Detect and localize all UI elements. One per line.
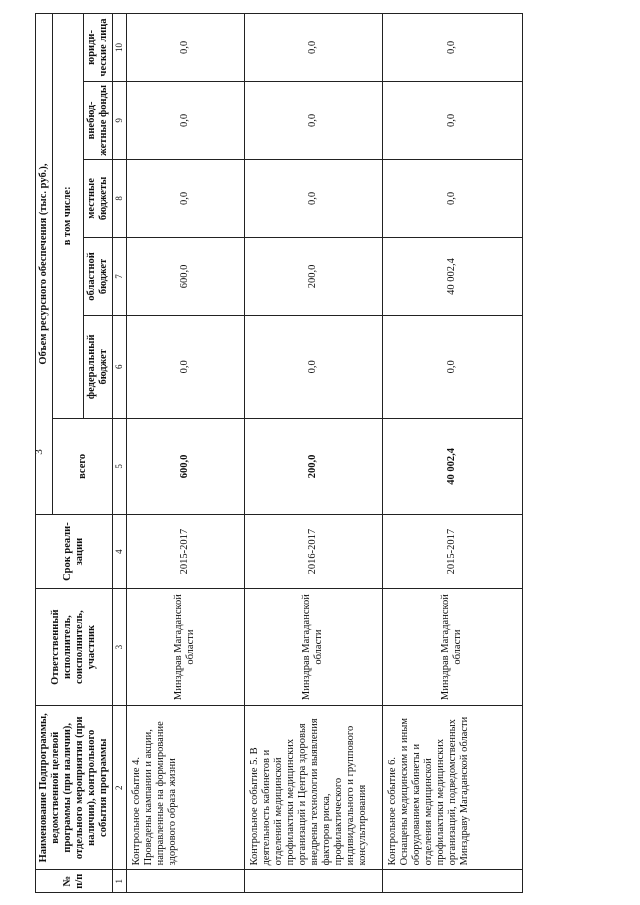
col-number: 2 [113,706,126,870]
header-responsible: Ответственный исполнитель, соисполнитель, участник [36,589,113,706]
header-no: № п/п [36,870,113,893]
column-numbers-row [113,14,126,893]
row-local: 0,0 [244,159,382,237]
row-responsible: Минздрав Магаданской области [382,589,522,706]
header-federal: федеральный бюджет [84,315,113,418]
table-row [382,14,522,893]
row-local: 0,0 [382,159,522,237]
row-no [382,870,522,893]
row-name: Контрольное событие 5. В деятельность кабинетов и отделений медицинской профилактики медицинских организаций и Центра здоровья внедрены технологии выявления факторов риска, профилактического индивидуального и группового консультирования [244,706,382,870]
col-number: 7 [113,237,126,315]
row-regional: 600,0 [126,237,244,315]
row-period: 2015-2017 [126,515,244,589]
table-row [244,14,382,893]
row-local: 0,0 [126,159,244,237]
header-regional: областной бюджет [84,237,113,315]
row-responsible: Минздрав Магаданской области [126,589,244,706]
rotated-page [32,13,605,893]
row-legal: 0,0 [244,14,382,82]
row-no [126,870,244,893]
col-number: 6 [113,315,126,418]
header-legal: юриди-ческие лица [84,14,113,82]
row-legal: 0,0 [382,14,522,82]
row-regional: 40 002,4 [382,237,522,315]
row-offbudget: 0,0 [126,81,244,159]
header-period: Срок реали-зации [36,515,113,589]
table-row [126,14,244,893]
row-federal: 0,0 [126,315,244,418]
resource-table [32,13,523,893]
header-local: местные бюджеты [84,159,113,237]
col-number: 4 [113,515,126,589]
col-number: 1 [113,870,126,893]
row-name: Контрольное событие 6. Оснащены медицинским и иным оборудованием кабинеты и отделения медицинской профилактики медицинских организаций, подведомственных Минздраву Магаданской области [382,706,522,870]
row-offbudget: 0,0 [382,81,522,159]
row-no [244,870,382,893]
header-volume: Объем ресурсного обеспечения (тыс. руб.), [36,14,53,515]
row-federal: 0,0 [382,315,522,418]
row-period: 2016-2017 [244,515,382,589]
col-number: 9 [113,81,126,159]
header-total: всего [53,418,113,515]
row-regional: 200,0 [244,237,382,315]
row-total: 40 002,4 [382,418,522,515]
page-number: 3 [32,449,45,455]
header-offbudget: внебюд-жетные фонды [84,81,113,159]
header-name: Наименование Подпрограммы, ведомственной целевой программы (при наличии), отдельного мероприятия (при наличии), контрольного события программы [36,706,113,870]
row-total: 600,0 [126,418,244,515]
col-number: 10 [113,14,126,82]
row-offbudget: 0,0 [244,81,382,159]
row-total: 200,0 [244,418,382,515]
row-period: 2015-2017 [382,515,522,589]
col-number: 8 [113,159,126,237]
row-legal: 0,0 [126,14,244,82]
row-name: Контрольное событие 4. Проведены кампании и акции, направленные на формирование здорового образа жизни [126,706,244,870]
row-federal: 0,0 [244,315,382,418]
row-responsible: Минздрав Магаданской области [244,589,382,706]
header-incl: в том числе: [53,14,84,419]
col-number: 5 [113,418,126,515]
col-number: 3 [113,589,126,706]
